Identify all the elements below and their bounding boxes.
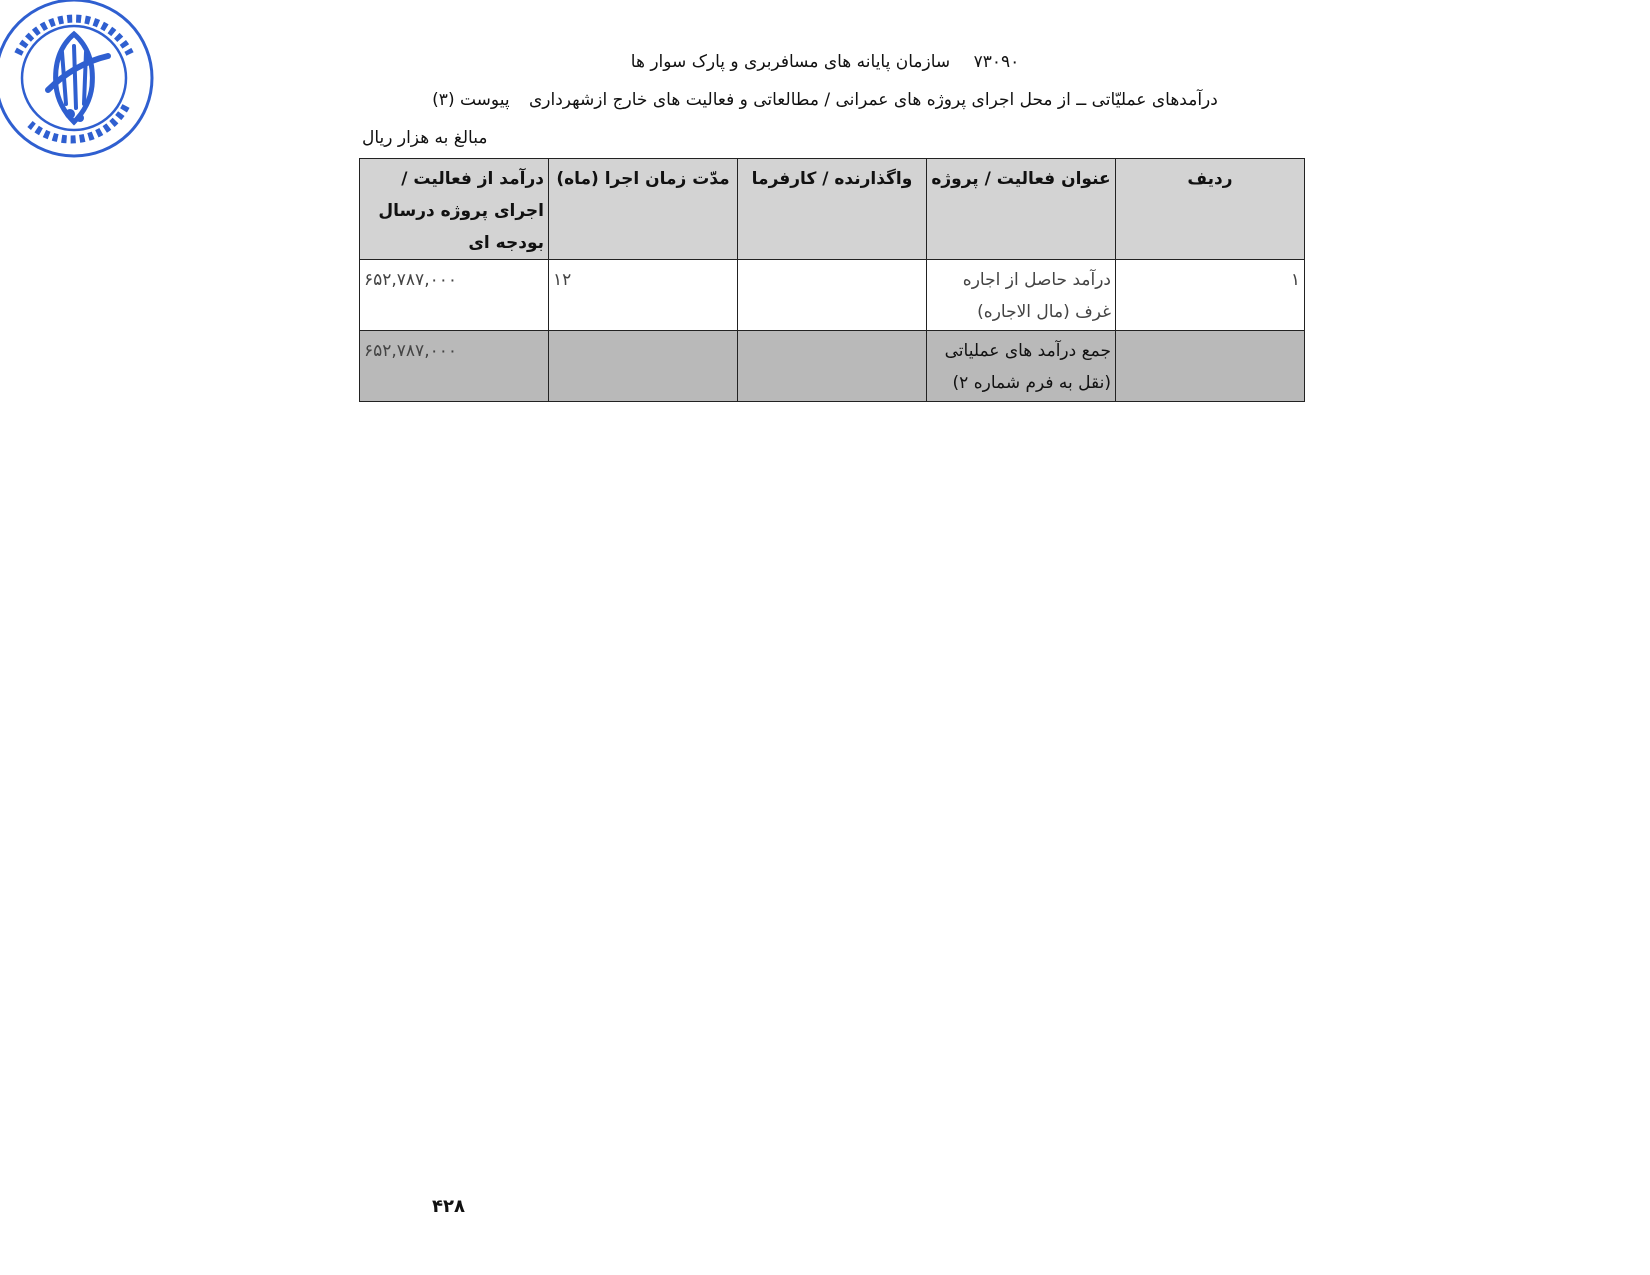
table-row <box>360 260 1305 331</box>
header-row-number: ردیف <box>1116 159 1305 260</box>
total-row-number-empty <box>1116 331 1305 402</box>
total-revenue: ۶۵۲,۷۸۷,۰۰۰ <box>360 331 549 402</box>
cell-row-number: ۱ <box>1116 260 1305 331</box>
currency-unit-note: مبالغ به هزار ریال <box>362 128 488 148</box>
cell-client <box>738 260 927 331</box>
header-duration: مدّت زمان اجرا (ماه) <box>549 159 738 260</box>
header-revenue: درآمد از فعالیت / اجرای پروژه درسال بودجه ای <box>360 159 549 260</box>
total-client-empty <box>738 331 927 402</box>
total-label: جمع درآمد های عملیاتی (نقل به فرم شماره ۲) <box>927 331 1116 402</box>
organization-code: ۷۳۰۹۰ <box>973 52 1020 72</box>
cell-duration: ۱۲ <box>549 260 738 331</box>
document-subtitle: درآمدهای عملیّاتی ــ از محل اجرای پروژه های عمرانی / مطالعاتی و فعالیت های خارج ازشهرداری <box>528 90 1218 110</box>
organization-name: سازمان پایانه های مسافربری و پارک سوار ها <box>630 52 951 72</box>
cell-activity-title: درآمد حاصل از اجاره غرف (مال الاجاره) <box>927 260 1116 331</box>
document-title <box>0 52 1650 72</box>
council-seal-stamp <box>0 0 158 162</box>
document-subtitle-line <box>0 90 1650 110</box>
header-client: واگذارنده / کارفرما <box>738 159 927 260</box>
cell-revenue: ۶۵۲,۷۸۷,۰۰۰ <box>360 260 549 331</box>
header-activity-title: عنوان فعالیت / پروژه <box>927 159 1116 260</box>
operating-revenue-table <box>359 158 1305 402</box>
table-total-row <box>360 331 1305 402</box>
appendix-label: پیوست (۳) <box>432 90 510 110</box>
total-duration-empty <box>549 331 738 402</box>
table-header-row <box>360 159 1305 260</box>
page-number: ۴۲۸ <box>432 1196 465 1217</box>
